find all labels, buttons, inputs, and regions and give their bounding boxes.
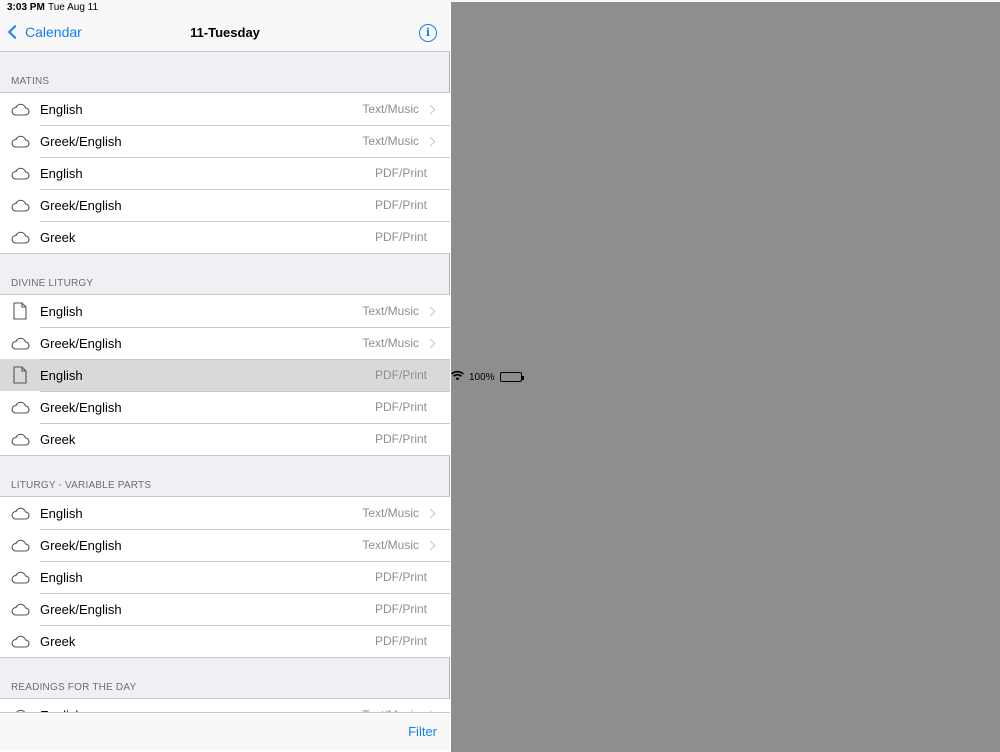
item-detail: PDF/Print (374, 634, 427, 648)
chevron-right-icon (426, 306, 436, 316)
section-rows (0, 496, 450, 658)
service-list[interactable] (0, 52, 450, 712)
item-label: Greek (40, 229, 76, 245)
item-detail: Text/Music (362, 304, 419, 318)
info-icon[interactable]: i (419, 24, 437, 42)
chevron-right-icon (426, 104, 436, 114)
item-detail: PDF/Print (374, 368, 427, 382)
item-label: English (40, 367, 83, 383)
cloud-icon (0, 529, 40, 561)
document-icon (0, 295, 40, 327)
section-header: DIVINE LITURGY (11, 278, 94, 289)
battery-percent: 100% (469, 371, 495, 383)
left-toolbar (0, 712, 450, 750)
list-item[interactable] (0, 221, 450, 253)
item-detail: Text/Music (362, 134, 419, 148)
item-detail: Text/Music (362, 506, 419, 520)
cloud-icon (0, 625, 40, 657)
item-label: English (40, 569, 83, 585)
item-detail: PDF/Print (374, 432, 427, 446)
item-detail: Text/Music (362, 538, 419, 552)
battery-icon (500, 372, 522, 382)
status-date: Tue Aug 11 (48, 2, 99, 13)
list-item[interactable] (0, 391, 450, 423)
cloud-icon (0, 221, 40, 253)
list-item[interactable] (0, 423, 450, 455)
item-detail: PDF/Print (374, 166, 427, 180)
list-item[interactable] (0, 359, 450, 391)
item-detail: Text/Music (362, 102, 419, 116)
item-detail: Text/Music (362, 336, 419, 350)
left-pane (0, 0, 450, 750)
list-item[interactable] (0, 625, 450, 657)
item-label: English (40, 303, 83, 319)
cloud-icon (0, 391, 40, 423)
item-label: Greek/English (40, 133, 122, 149)
item-label: English (40, 505, 83, 521)
cloud-icon (0, 189, 40, 221)
list-item[interactable] (0, 529, 450, 561)
item-label: Greek/English (40, 537, 122, 553)
cloud-icon (0, 561, 40, 593)
list-item[interactable] (0, 125, 450, 157)
item-label: Greek (40, 633, 76, 649)
cloud-icon (0, 423, 40, 455)
list-item[interactable] (0, 327, 450, 359)
section-rows (0, 294, 450, 456)
section-rows (0, 92, 450, 254)
item-label: Greek/English (40, 399, 122, 415)
list-item[interactable] (0, 295, 450, 327)
cloud-icon (0, 327, 40, 359)
filter-button[interactable]: Filter (408, 724, 437, 739)
document-icon (0, 359, 40, 391)
cloud-icon (0, 497, 40, 529)
status-time: 3:03 PM (7, 2, 45, 13)
list-item[interactable] (0, 93, 450, 125)
item-label: English (40, 165, 83, 181)
list-item[interactable] (0, 157, 450, 189)
chevron-right-icon (426, 540, 436, 550)
wifi-icon (451, 371, 464, 384)
chevron-right-icon (426, 508, 436, 518)
chevron-right-icon (426, 338, 436, 348)
item-detail: PDF/Print (374, 570, 427, 584)
item-detail: PDF/Print (374, 230, 427, 244)
item-label: English (40, 101, 83, 117)
item-detail: PDF/Print (374, 602, 427, 616)
cloud-icon (0, 125, 40, 157)
item-label: Greek/English (40, 197, 122, 213)
chevron-right-icon (426, 136, 436, 146)
cloud-icon (0, 93, 40, 125)
item-detail: PDF/Print (374, 400, 427, 414)
item-label: Greek (40, 431, 76, 447)
list-item[interactable] (0, 189, 450, 221)
section-header: MATINS (11, 76, 50, 87)
list-item[interactable] (0, 593, 450, 625)
list-item[interactable] (0, 561, 450, 593)
item-detail: PDF/Print (374, 198, 427, 212)
item-label: Greek/English (40, 601, 122, 617)
section-header: READINGS FOR THE DAY (11, 682, 137, 693)
status-right (451, 2, 1000, 752)
item-label: Greek/English (40, 335, 122, 351)
list-item[interactable] (0, 497, 450, 529)
cloud-icon (0, 157, 40, 189)
left-nav-title: 11-Tuesday (190, 25, 260, 40)
back-label: Calendar (25, 24, 82, 40)
cloud-icon (0, 593, 40, 625)
section-header: LITURGY - VARIABLE PARTS (11, 480, 152, 491)
